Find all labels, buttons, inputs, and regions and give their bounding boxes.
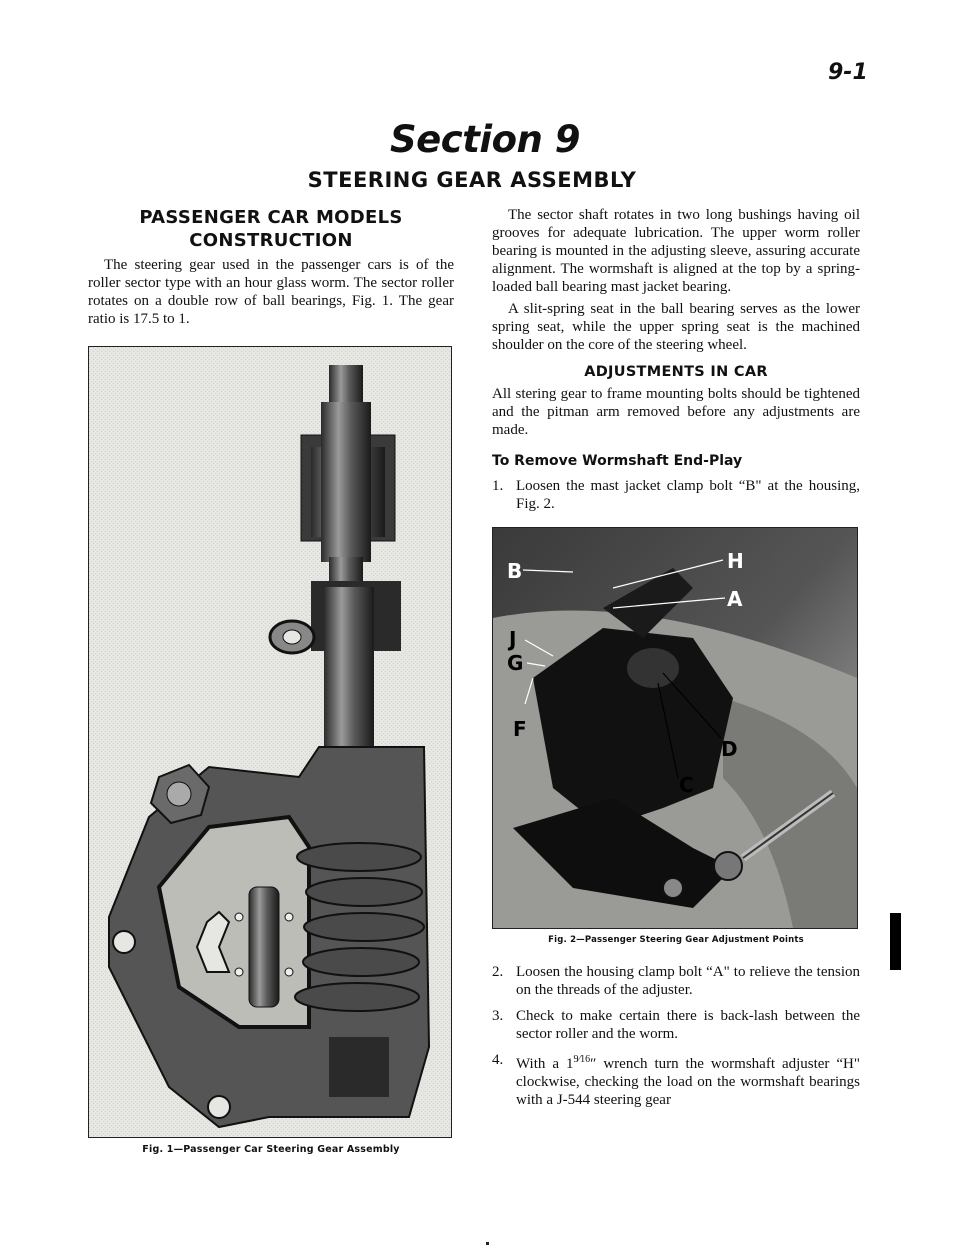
label-g: G [507,651,524,675]
step-number: 2. [492,964,504,980]
step-3 [492,1007,860,1043]
section-subtitle: STEERING GEAR ASSEMBLY [307,168,637,192]
left-column [88,206,454,1155]
page-number: 9-1 [828,60,868,85]
step-text-pre: With a 1 [516,1056,574,1072]
step-text: Loosen the housing clamp bolt “A" to relieve the tension on the threads of the adjuster. [516,964,860,998]
figure-1-caption: Fig. 1—Passenger Car Steering Gear Assembly [142,1144,400,1155]
adjustments-paragraph: All stering gear to frame mounting bolts should be tightened and the pitman arm removed before any adjustments are made. [492,386,860,438]
heading-remove-wormshaft-end-play: To Remove Wormshaft End-Play [492,453,743,469]
label-h: H [727,549,744,573]
wrench-size-fraction: 9⁄16 [573,1054,591,1065]
step-2 [492,963,860,999]
steering-gear-cutaway-illustration [89,347,451,1137]
step-text-post: ″ wrench turn the wormshaft adjuster “H" clockwise, checking the load on the wormshaft bearings with a J-544 steering gear [516,1056,860,1108]
label-b: B [507,559,523,583]
section-thumb-tab [890,913,901,970]
step-number: 1. [492,478,504,494]
construction-paragraph: The steering gear used in the passenger cars is of the roller sector type with an hour glass worm. The sector roller rotates on a double row of ball bearings, Fig. 1. The gear ratio is 17.5 to 1. [88,257,454,327]
heading-construction: CONSTRUCTION [189,230,353,251]
heading-adjustments-in-car: ADJUSTMENTS IN CAR [584,364,768,380]
step-text: Loosen the mast jacket clamp bolt “B" at the housing, Fig. 2. [516,478,860,512]
step-4 [492,1051,860,1109]
spring-seat-paragraph: A slit-spring seat in the ball bearing serves as the lower spring seat, while the upper spring seat is the machined shoulder on the core of the steering wheel. [492,301,860,353]
label-c: C [679,773,694,797]
figure-2-caption: Fig. 2—Passenger Steering Gear Adjustment Points [548,935,804,945]
section-title: Section 9 [390,118,580,161]
heading-passenger-car-models: PASSENGER CAR MODELS [139,207,403,228]
page-mark [486,1242,489,1245]
sector-shaft-paragraph: The sector shaft rotates in two long bushings having oil grooves for adequate lubrication. The upper worm roller bearing is mounted in the adjusting sleeve, assuring accurate alignment. The wormshaft is aligned at the top by a spring-loaded ball bearing mast jacket bearing. [492,207,860,295]
label-a: A [727,587,743,611]
step-number: 3. [492,1008,504,1024]
steering-gear-adjustment-photo [493,528,857,928]
step-text: Check to make certain there is back-lash between the sector roller and the worm. [516,1008,860,1042]
step-1 [492,477,860,513]
label-f: F [513,717,527,741]
label-j: J [509,627,517,651]
step-text [516,1051,860,1109]
label-d: D [721,737,738,761]
figure-1-steering-gear-assembly [88,346,452,1138]
figure-2-adjustment-points [492,527,858,929]
step-number: 4. [492,1052,504,1068]
right-column [492,206,860,1109]
